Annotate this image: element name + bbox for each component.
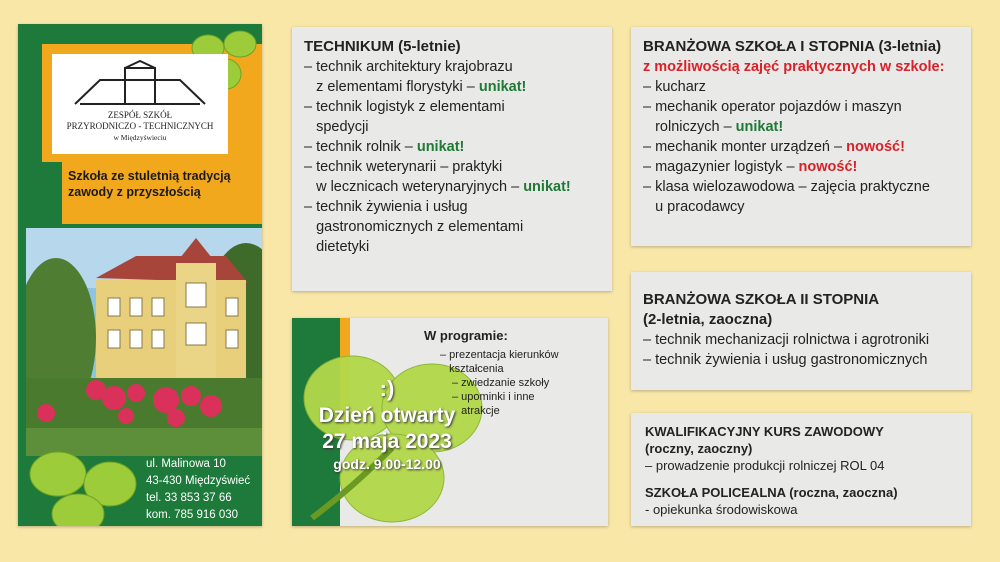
castle-logo-icon (70, 60, 210, 110)
list-item (304, 217, 571, 237)
school-building-photo (26, 228, 262, 456)
list-item-text: – mechanik monter urządzeń – (643, 139, 847, 155)
course-panel (631, 413, 971, 526)
technikum-panel (292, 27, 612, 291)
address-mobile: kom. 785 916 030 (146, 509, 239, 521)
branzowa-1-subtitle: z możliwością zajęć praktycznych w szkole: (643, 59, 945, 75)
branzowa-1-list (643, 77, 944, 217)
school-name-line3: w Międzyświeciu (113, 133, 167, 142)
address-city: 43-430 Międzyświeć (146, 475, 251, 487)
postsecondary-item: - opiekunka środowiskowa (645, 502, 798, 517)
list-item-text: gastronomicznych z elementami (304, 219, 524, 235)
list-item (304, 137, 571, 157)
list-item-text: – magazynier logistyk – (643, 159, 799, 175)
list-item (643, 157, 944, 177)
postsecondary-title: SZKOŁA POLICEALNA (roczna, zaoczna) (645, 485, 898, 500)
branzowa-1-panel (631, 27, 971, 246)
address-street: ul. Malinowa 10 (146, 458, 226, 470)
technikum-list (304, 57, 571, 257)
list-item (643, 137, 944, 157)
program-title: W programie: (424, 328, 508, 343)
list-item-text: u pracodawcy (643, 199, 745, 215)
list-item (304, 177, 571, 197)
program-item: – zwiedzanie szkoły (452, 377, 550, 389)
list-item-accent: nowość! (798, 159, 858, 175)
branzowa-2-panel (631, 272, 971, 390)
branzowa-2-subtitle: (2-letnia, zaoczna) (643, 311, 773, 328)
open-day-hours: godz. 9.00-12.00 (333, 456, 441, 472)
list-item-accent: unikat! (735, 119, 784, 135)
list-item-text: – mechanik operator pojazdów i maszyn (643, 99, 902, 115)
list-item (304, 77, 571, 97)
list-item (643, 77, 944, 97)
list-item-accent: unikat! (478, 79, 527, 95)
list-item-accent: unikat! (523, 179, 571, 195)
school-name-line1: ZESPÓŁ SZKÓŁ (107, 110, 173, 120)
list-item-text: w lecznicach weterynaryjnych – (304, 179, 524, 195)
list-item-text: – technik rolnik – (304, 139, 417, 155)
school-logo (52, 54, 228, 154)
list-item (304, 117, 571, 137)
list-item-text: rolniczych – (643, 119, 736, 135)
list-item-text: – klasa wielozawodowa – zajęcia praktyczne (643, 179, 930, 195)
list-item (643, 197, 944, 217)
program-item: kształcenia (440, 363, 504, 375)
list-item (643, 97, 944, 117)
course-title: KWALIFIKACYJNY KURS ZAWODOWY (645, 424, 884, 439)
list-item-text: dietetyki (304, 239, 370, 255)
smile-text: :) (379, 376, 395, 401)
building-illustration (26, 228, 262, 456)
list-item-text: – technik architektury krajobrazu (304, 59, 513, 75)
list-item (304, 97, 571, 117)
school-address (146, 456, 250, 524)
list-item-accent: nowość! (846, 139, 905, 155)
list-item (304, 197, 571, 217)
list-item-text: – kucharz (643, 79, 706, 95)
list-item-text: – technik logistyk z elementami (304, 99, 505, 115)
motto-line2: zawody z przyszłością (68, 185, 201, 199)
open-day-date: 27 maja 2023 (322, 430, 452, 453)
open-day-title: Dzień otwarty (318, 404, 456, 427)
list-item-text: – technik żywienia i usług (304, 199, 468, 215)
list-item-text: – technik weterynarii – praktyki (304, 159, 503, 175)
list-item (304, 157, 571, 177)
program-item: atrakcje (452, 405, 500, 417)
list-item (304, 57, 571, 77)
course-subtitle: (roczny, zaoczny) (645, 441, 753, 456)
branzowa-1-title: BRANŻOWA SZKOŁA I STOPNIA (3-letnia) (643, 38, 942, 55)
technikum-title: TECHNIKUM (5-letnie) (304, 38, 461, 55)
school-name-line2: PRZYRODNICZO - TECHNICZNYCH (66, 121, 214, 131)
motto-box (62, 160, 262, 224)
list-item-text: spedycji (304, 119, 369, 135)
list-item-text: z elementami florystyki – (304, 79, 479, 95)
list-item (304, 237, 571, 257)
motto-line1: Szkoła ze stuletnią tradycją (68, 169, 231, 183)
address-phone: tel. 33 853 37 66 (146, 492, 232, 504)
branzowa-2-item: – technik żywienia i usług gastronomicznych (643, 352, 928, 368)
clover-bottom-icon (18, 434, 148, 526)
list-item (643, 177, 944, 197)
list-item-accent: unikat! (416, 139, 465, 155)
branzowa-2-item: – technik mechanizacji rolnictwa i agrotroniki (643, 332, 930, 348)
list-item (643, 117, 944, 137)
school-leaflet (18, 24, 262, 526)
course-item: – prowadzenie produkcji rolniczej ROL 04 (645, 458, 885, 473)
branzowa-2-title: BRANŻOWA SZKOŁA II STOPNIA (643, 291, 880, 308)
program-item: – prezentacja kierunków (440, 349, 559, 361)
program-item: – upominki i inne (452, 391, 535, 403)
open-day-panel (292, 318, 608, 526)
